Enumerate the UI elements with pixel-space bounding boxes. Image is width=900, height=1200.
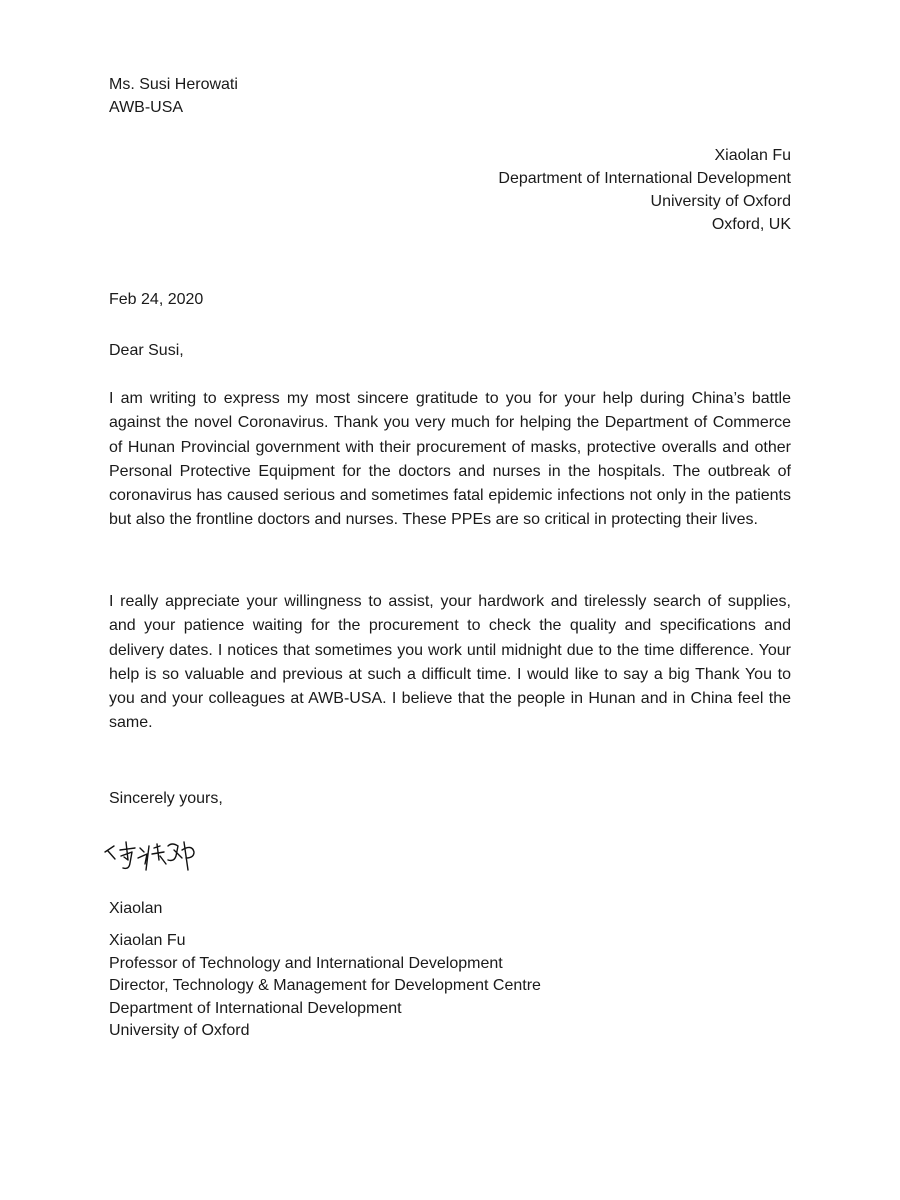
- signed-name: Xiaolan: [109, 900, 163, 917]
- signatory-university: University of Oxford: [109, 1022, 250, 1039]
- signature-block: [109, 930, 541, 1043]
- sender-university: University of Oxford: [650, 193, 791, 210]
- signatory-name: Xiaolan Fu: [109, 932, 186, 949]
- letter-date: Feb 24, 2020: [109, 291, 204, 308]
- sender-name: Xiaolan Fu: [714, 147, 791, 164]
- sender-address: [498, 144, 791, 236]
- recipient-organization: AWB-USA: [109, 99, 184, 116]
- closing: Sincerely yours,: [109, 790, 223, 807]
- recipient-name: Ms. Susi Herowati: [109, 76, 238, 93]
- handwritten-signature: [102, 830, 212, 886]
- body-paragraph-2: I really appreciate your willingness to assist, your hardwork and tirelessly search of supplies, and your patience waiting for the procurement to check the quality and specifications and delivery dates. I notices that sometimes you work until midnight due to the time difference. Your help is so valuable and previous at such a difficult time. I would like to say a big Thank You to you and your colleagues at AWB-USA. I believe that the people in Hunan and in China feel the same.: [109, 593, 791, 732]
- signatory-title: Professor of Technology and International Development: [109, 954, 503, 972]
- signatory-department: Department of International Development: [109, 999, 402, 1017]
- sender-department: Department of International Development: [498, 170, 791, 187]
- sender-city: Oxford, UK: [711, 216, 791, 233]
- body-paragraph-1: I am writing to express my most sincere gratitude to you for your help during China’s battle against the novel Coronavirus. Thank you very much for helping the Department of Commerce of Hunan Provincial government with their procurement of masks, protective overalls and other Personal Protective Equipment for the doctors and nurses in the hospitals. The outbreak of coronavirus has caused serious and sometimes fatal epidemic infections not only in the patients but also the frontline doctors and nurses. These PPEs are so critical in protecting their lives.: [109, 390, 791, 529]
- salutation: Dear Susi,: [109, 342, 184, 359]
- recipient-address: [109, 73, 238, 119]
- signatory-role: Director, Technology & Management for Development Centre: [109, 977, 541, 994]
